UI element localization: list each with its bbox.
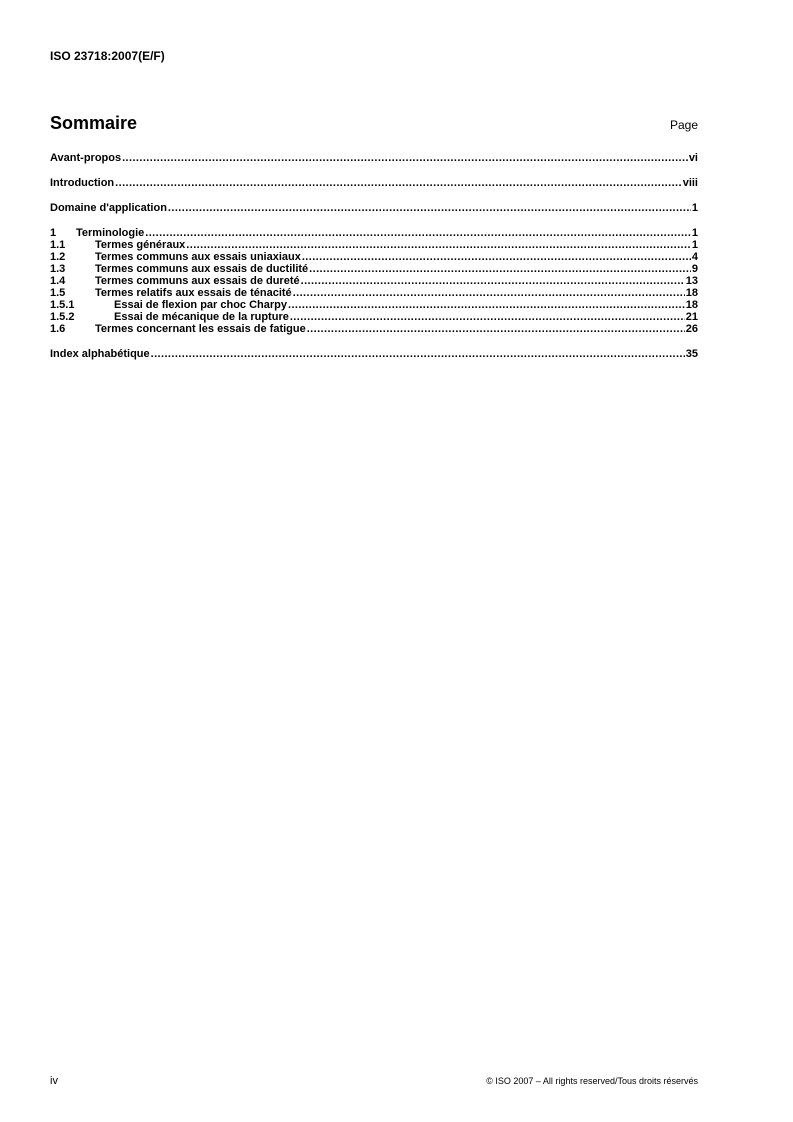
toc-entry-title: Termes relatifs aux essais de ténacité xyxy=(95,287,292,299)
toc-entry-number: 1.3 xyxy=(50,263,66,275)
toc-entry-number: 1.5.2 xyxy=(50,311,75,323)
toc-header xyxy=(50,112,698,134)
toc-dot-leader xyxy=(302,251,691,263)
toc-entry-page: 1 xyxy=(691,239,698,251)
toc-title: Sommaire xyxy=(50,113,138,133)
toc-entry-title: Domaine d'application xyxy=(50,202,167,214)
toc-dot-leader xyxy=(186,239,691,251)
toc-entry[interactable] xyxy=(50,239,698,251)
toc-entry-number: 1.2 xyxy=(50,251,66,263)
toc-entry[interactable] xyxy=(50,251,698,263)
toc-entry-title: Termes concernant les essais de fatigue xyxy=(95,323,306,335)
toc-entry-title: Terminologie xyxy=(76,227,145,239)
toc-dot-leader xyxy=(307,323,685,335)
toc-entry-title: Termes communs aux essais uniaxiaux xyxy=(95,251,301,263)
toc-dot-leader xyxy=(290,311,685,323)
toc-dot-leader xyxy=(151,348,685,360)
toc-entry-title: Avant-propos xyxy=(50,152,122,164)
toc-entry-title: Introduction xyxy=(50,177,115,189)
toc-entry-page: 21 xyxy=(685,311,698,323)
toc-entry[interactable] xyxy=(50,323,698,335)
toc-dot-leader xyxy=(309,263,691,275)
toc-entry-page: 1 xyxy=(691,202,698,214)
document-id: ISO 23718:2007(E/F) xyxy=(50,49,165,63)
toc-entry-number: 1 xyxy=(50,227,57,239)
toc-entry-page: 18 xyxy=(685,287,698,299)
toc-entry-number: 1.1 xyxy=(50,239,66,251)
toc-entry[interactable] xyxy=(50,202,698,214)
footer-page-number: iv xyxy=(50,1075,58,1087)
toc-entry-title: Essai de mécanique de la rupture xyxy=(114,311,289,323)
toc-entry[interactable] xyxy=(50,263,698,275)
toc-entry-number: 1.5 xyxy=(50,287,66,299)
toc-entry-number: 1.4 xyxy=(50,275,66,287)
toc-entry[interactable] xyxy=(50,177,698,189)
toc-entry-title: Index alphabétique xyxy=(50,348,150,360)
toc-entry-page: 35 xyxy=(685,348,698,360)
toc-entry-page: viii xyxy=(682,177,698,189)
toc-entry[interactable] xyxy=(50,311,698,323)
toc-entry-number: 1.5.1 xyxy=(50,299,75,311)
toc-page-column-label: Page xyxy=(669,118,698,132)
toc-entry-page: 9 xyxy=(691,263,698,275)
toc-dot-leader xyxy=(122,152,688,164)
toc-entry[interactable] xyxy=(50,348,698,360)
toc-entry[interactable] xyxy=(50,275,698,287)
toc-entry[interactable] xyxy=(50,152,698,164)
toc-entry[interactable] xyxy=(50,299,698,311)
toc-entry[interactable] xyxy=(50,287,698,299)
toc-entry-page: 26 xyxy=(685,323,698,335)
toc-dot-leader xyxy=(115,177,682,189)
toc-dot-leader xyxy=(145,227,691,239)
toc-entry-title: Termes communs aux essais de ductilité xyxy=(95,263,309,275)
toc-dot-leader xyxy=(288,299,685,311)
footer-copyright: © ISO 2007 – All rights reserved/Tous droits réservés xyxy=(486,1076,698,1086)
toc-entry-page: 18 xyxy=(685,299,698,311)
toc-entry-number: 1.6 xyxy=(50,323,66,335)
toc-entry[interactable] xyxy=(50,227,698,239)
toc-entry-title: Termes communs aux essais de dureté xyxy=(95,275,300,287)
toc-entry-title: Termes généraux xyxy=(95,239,186,251)
toc-dot-leader xyxy=(301,275,685,287)
toc-entry-title: Essai de flexion par choc Charpy xyxy=(114,299,288,311)
table-of-contents xyxy=(50,152,698,360)
toc-entry-page: 4 xyxy=(691,251,698,263)
toc-dot-leader xyxy=(168,202,691,214)
toc-entry-page: 13 xyxy=(685,275,698,287)
toc-entry-page: vi xyxy=(688,152,698,164)
toc-dot-leader xyxy=(293,287,685,299)
toc-entry-page: 1 xyxy=(691,227,698,239)
